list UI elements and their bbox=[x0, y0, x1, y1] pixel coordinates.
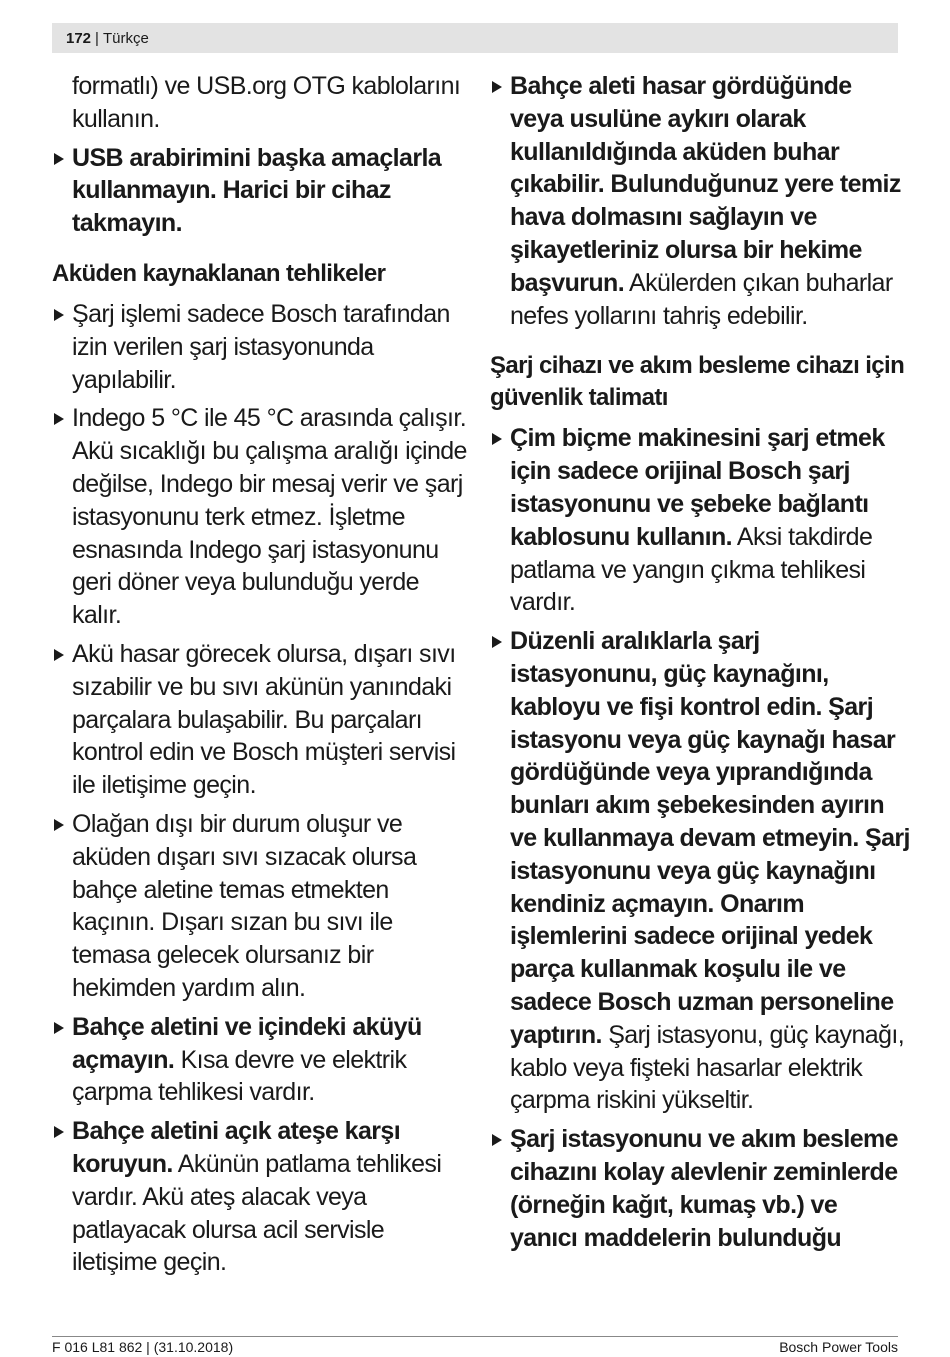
bullet-item bbox=[52, 638, 472, 802]
bullet-item bbox=[52, 1011, 472, 1109]
bullet-item bbox=[490, 422, 910, 619]
bullet-item-usb bbox=[52, 142, 472, 240]
bullet-bold-text: Bahçe aleti hasar gördüğünde veya usulüne aykırı olarak kullanıldığında aküden buhar çıkabilir. Bulunduğunuz yere temiz hava dolmasını sağlayın ve şikayetleriniz olursa bir hekime başvurun. bbox=[510, 72, 901, 297]
bullet-item bbox=[490, 1123, 910, 1254]
bullet-item bbox=[52, 1115, 472, 1279]
section-heading-battery-hazards: Aküden kaynaklanan tehlikeler bbox=[52, 259, 386, 287]
brand-name: Bosch Power Tools bbox=[779, 1339, 898, 1355]
bullet-text: Şarj işlemi sadece Bosch tarafından izin verilen şarj istasyonunda yapılabilir. bbox=[72, 299, 450, 394]
bullet-triangle-icon bbox=[492, 636, 502, 648]
bullet-triangle-icon bbox=[54, 819, 64, 831]
bullet-bold-text: Bahçe aletini ve içindeki aküyü açmayın. bbox=[72, 1012, 422, 1074]
bullet-text: Şarj istasyonu, güç kaynağı, kablo veya fişteki hasarlar elektrik çarpma riskini yükseltir. bbox=[510, 1020, 905, 1115]
bullet-bold-text: Çim biçme makinesini şarj etmek için sadece orijinal Bosch şarj istasyonunu ve şebeke bağlantı kablosunu kullanın. bbox=[510, 424, 885, 551]
bullet-text: Akülerden çıkan buharlar nefes yollarını tahriş edebilir. bbox=[510, 268, 893, 330]
bullet-text: Kısa devre ve elektrik çarpma tehlikesi vardır. bbox=[72, 1045, 407, 1107]
bullet-text: Olağan dışı bir durum oluşur ve aküden dışarı sıvı sızacak olursa bahçe aletine temas etmekten kaçının. Dışarı sızan bu sıvı ile temasa gelecek olursanız bir hekimden yardım alın. bbox=[72, 809, 417, 1002]
continuation-text: formatlı) ve USB.org OTG kablolarını kullanın. bbox=[72, 72, 461, 133]
section-heading-charger-safety: Şarj cihazı ve akım besleme cihazı için güvenlik talimatı bbox=[490, 352, 905, 412]
bullet-item bbox=[52, 402, 472, 632]
bullet-bold-text: USB arabirimini başka amaçlarla kullanmayın. Harici bir cihaz takmayın. bbox=[72, 143, 442, 238]
bullet-triangle-icon bbox=[54, 1022, 64, 1034]
bullet-item bbox=[52, 808, 472, 1005]
bullet-triangle-icon bbox=[54, 1126, 64, 1138]
bullet-triangle-icon bbox=[492, 81, 502, 93]
page-number: 172 bbox=[66, 29, 92, 47]
left-column bbox=[52, 70, 472, 1285]
bullet-triangle-icon bbox=[492, 1134, 502, 1146]
header-separator: | bbox=[95, 29, 99, 47]
bullet-triangle-icon bbox=[54, 413, 64, 425]
bullet-text: Akü hasar görecek olursa, dışarı sıvı sızabilir ve bu sıvı akünün yanındaki parçalara bulaşabilir. Bu parçaları kontrol edin ve Bosch müşteri servisi ile iletişime geçin. bbox=[72, 639, 456, 800]
bullet-item bbox=[52, 298, 472, 396]
bullet-text: Indego 5 °C ile 45 °C arasında çalışır. Akü sıcaklığı bu çalışma aralığı içinde değilse, Indego bir mesaj verir ve şarj istasyonunu terk etmez. İşletme esnasında Indego şarj istasyonunu geri döner veya bulunduğu yerde kalır. bbox=[72, 404, 467, 630]
bullet-text: Aksi takdirde patlama ve yangın çıkma tehlikesi vardır. bbox=[510, 522, 873, 617]
bullet-triangle-icon bbox=[54, 153, 64, 165]
header-language: Türkçe bbox=[102, 29, 149, 47]
bullet-item bbox=[490, 625, 910, 1117]
right-column bbox=[490, 70, 910, 1260]
bullet-item bbox=[490, 70, 910, 332]
bullet-triangle-icon bbox=[54, 649, 64, 661]
bullet-bold-text: Şarj istasyonunu ve akım besleme cihazını kolay alevlenir zeminlerde (örneğin kağıt, kumaş vb.) ve yanıcı maddelerin bulunduğu bbox=[510, 1125, 898, 1252]
bullet-text: Akünün patlama tehlikesi vardır. Akü ateş alacak veya patlayacak olursa acil servisle iletişime geçin. bbox=[72, 1149, 442, 1277]
document-code: F 016 L81 862 | (31.10.2018) bbox=[52, 1339, 234, 1355]
bullet-triangle-icon bbox=[54, 309, 64, 321]
page-footer bbox=[52, 1336, 898, 1355]
bullet-bold-text: Düzenli aralıklarla şarj istasyonunu, güç kaynağını, kabloyu ve fişi kontrol edin. Şarj istasyonu veya güç kaynağı hasar gördüğünde veya yıprandığında bunları akım şebekesinden ayırın ve kullanmaya devam etmeyin. Şarj istasyonunu veya güç kaynağını kendiniz açmayın. Onarım işlemlerini sadece orijinal yedek parça kullanmak koşulu ile ve sadece Bosch uzman personeline yaptırın. bbox=[510, 627, 910, 1049]
bullet-bold-text: Bahçe aletini açık ateşe karşı koruyun. bbox=[72, 1117, 401, 1178]
bullet-triangle-icon bbox=[492, 433, 502, 445]
page-header bbox=[52, 23, 898, 53]
